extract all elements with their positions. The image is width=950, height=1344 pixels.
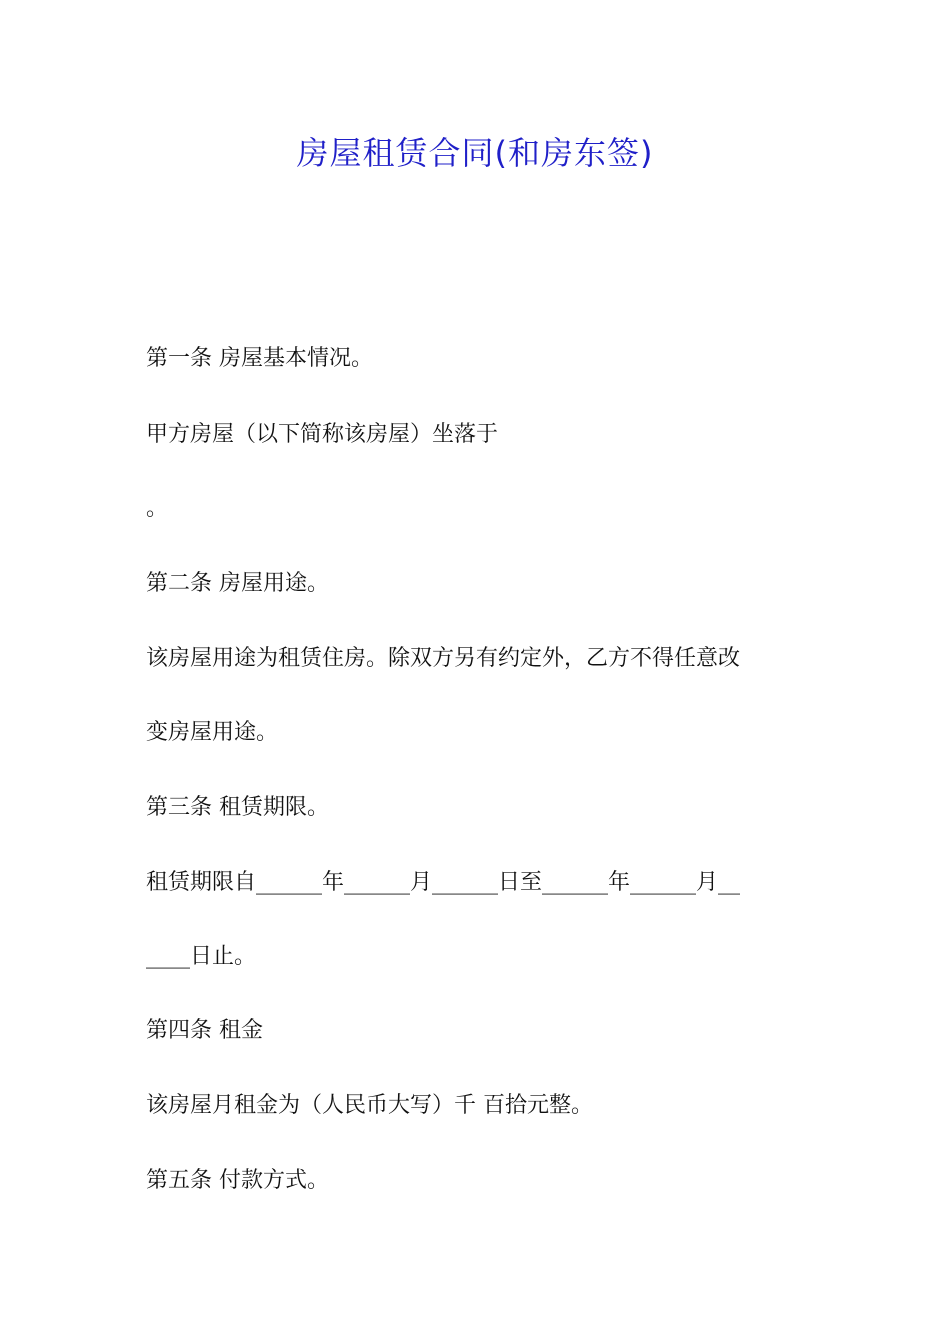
paragraph-usage: 该房屋用途为租赁住房。除双方另有约定外，乙方不得任意改 [146, 646, 741, 671]
paragraph-usage-cont: 变房屋用途。 [146, 720, 279, 745]
article-5-heading: 第五条 付款方式。 [146, 1168, 329, 1193]
document-title: 房屋租赁合同(和房东签) [296, 134, 654, 172]
article-3-heading: 第三条 租赁期限。 [146, 795, 329, 820]
article-1-heading: 第一条 房屋基本情况。 [146, 346, 373, 371]
paragraph-term: 租赁期限自______年______月______日至______年______月__ [146, 870, 741, 895]
article-2-heading: 第二条 房屋用途。 [146, 571, 329, 596]
paragraph-location-end: 。 [146, 496, 169, 521]
article-4-heading: 第四条 租金 [146, 1018, 263, 1043]
paragraph-term-cont: ____日止。 [146, 944, 257, 969]
paragraph-location: 甲方房屋（以下简称该房屋）坐落于 [146, 422, 499, 447]
paragraph-rent: 该房屋月租金为（人民币大写）千 百拾元整。 [146, 1093, 593, 1118]
